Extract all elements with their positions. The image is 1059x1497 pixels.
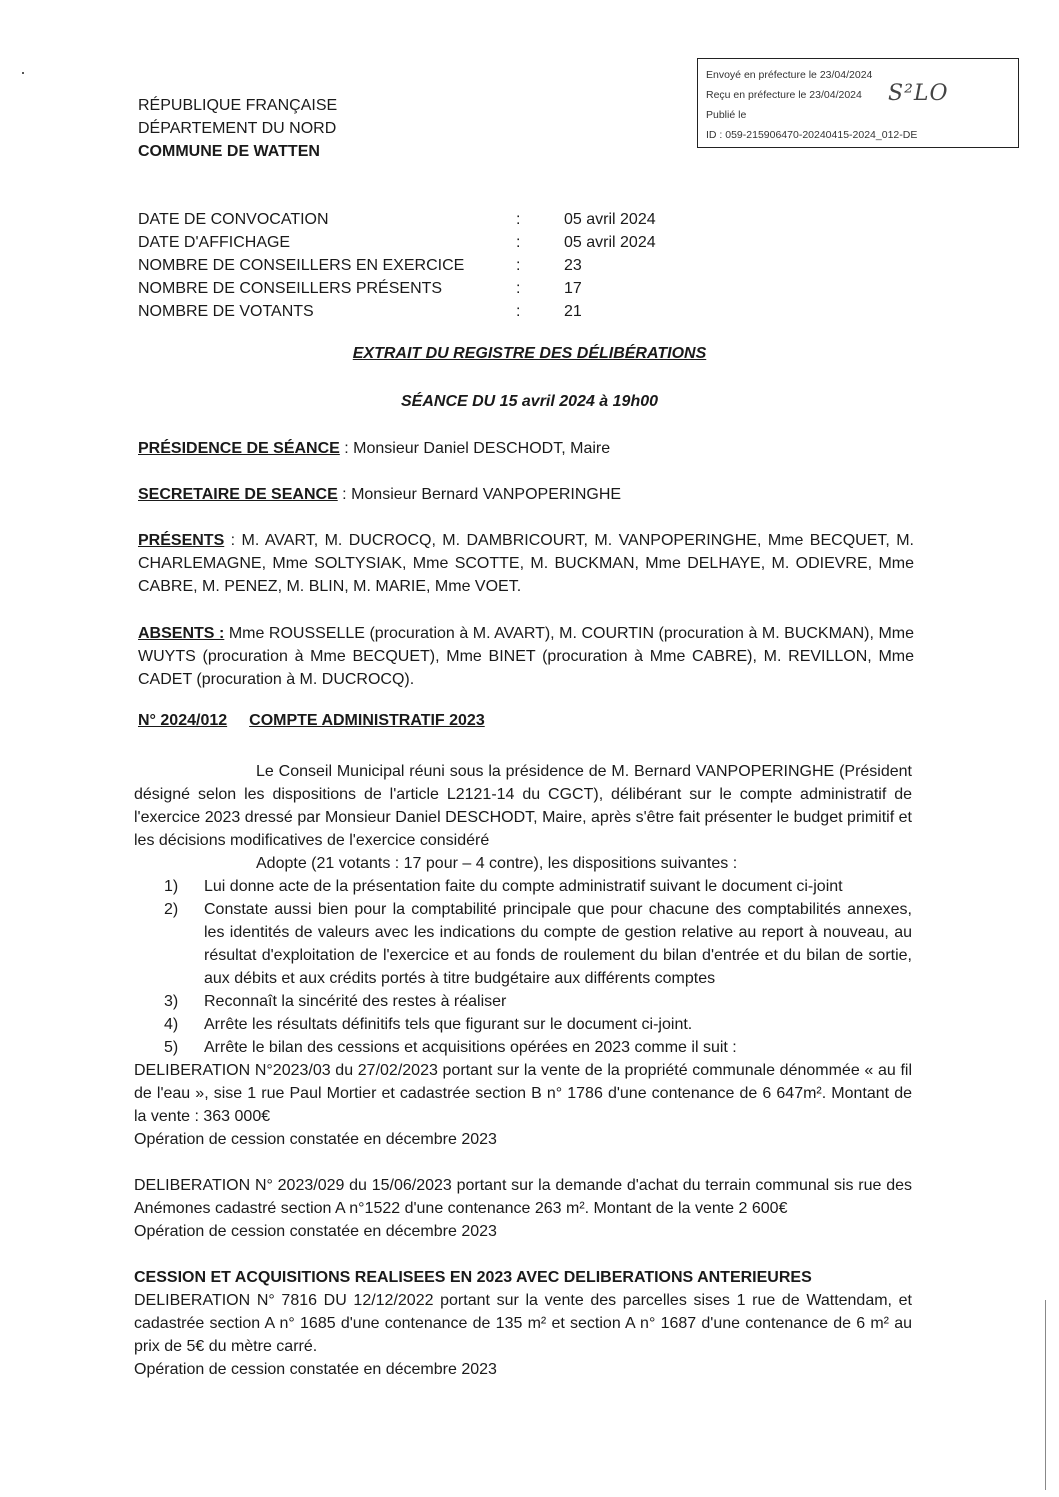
meta-value: 05 avril 2024 bbox=[564, 211, 656, 228]
adopte-line: Adopte (21 votants : 17 pour – 4 contre), les dispositions suivantes : bbox=[256, 855, 738, 872]
list-item bbox=[134, 1013, 912, 1036]
seance-title: SÉANCE DU 15 avril 2024 à 19h00 bbox=[400, 393, 659, 410]
list-item bbox=[134, 990, 912, 1013]
spacer bbox=[134, 1243, 912, 1266]
meta-value: 23 bbox=[564, 257, 582, 274]
item-text: Reconnaît la sincérité des restes à réaliser bbox=[204, 993, 507, 1010]
stamp-envoye: Envoyé en préfecture le 23/04/2024 bbox=[706, 69, 873, 81]
list-item bbox=[134, 1036, 912, 1059]
presents-paragraph bbox=[138, 529, 914, 598]
scan-speck bbox=[22, 72, 24, 74]
delib1-paragraph: DELIBERATION N°2023/03 du 27/02/2023 portant sur la vente de la propriété communale dénommée « au fil de l'eau », sise 1 rue Paul Mortier et cadastrée section B n° 1786 d'une contenance de 6 647m². Montant de la vente : 363 000€ bbox=[134, 1062, 912, 1125]
meta-label: NOMBRE DE CONSEILLERS EN EXERCICE bbox=[138, 257, 465, 274]
delib3-operation: Opération de cession constatée en décembre 2023 bbox=[134, 1361, 497, 1378]
meta-sep: : bbox=[516, 257, 521, 274]
meta-label: NOMBRE DE CONSEILLERS PRÉSENTS bbox=[138, 280, 443, 297]
item-text: Lui donne acte de la présentation faite du compte administratif suivant le document ci-joint bbox=[204, 878, 843, 895]
item-text: Arrête le bilan des cessions et acquisitions opérées en 2023 comme il suit : bbox=[204, 1039, 737, 1056]
delib2-paragraph: DELIBERATION N° 2023/029 du 15/06/2023 portant sur la demande d'achat du terrain communal sis rue des Anémones cadastré section A n°1522 d'une contenance 263 m². Montant de la vente 2 600€ bbox=[134, 1177, 912, 1217]
list-item bbox=[134, 875, 912, 898]
meta-value: 05 avril 2024 bbox=[564, 234, 656, 251]
meta-label: NOMBRE DE VOTANTS bbox=[138, 303, 314, 320]
prefecture-stamp bbox=[697, 58, 1019, 148]
meta-label: DATE DE CONVOCATION bbox=[138, 211, 329, 228]
departement-line: DÉPARTEMENT DU NORD bbox=[138, 120, 337, 137]
meeting-meta bbox=[138, 208, 698, 323]
presents-text: : M. AVART, M. DUCROCQ, M. DAMBRICOURT, M. VANPOPERINGHE, Mme BECQUET, M. CHARLEMAGNE, Mme SOLTYSIAK, Mme SCOTTE, M. BUCKMAN, Mme DELHAYE, M. ODIEVRE, Mme CABRE, M. PENEZ, M. BLIN, M. MARIE, Mme VOET. bbox=[138, 532, 914, 595]
absents-label: ABSENTS : bbox=[138, 625, 225, 642]
meta-value: 21 bbox=[564, 303, 582, 320]
item-text: Constate aussi bien pour la comptabilité principale que pour chacune des comptabilités annexes, les identités de valeurs avec les indications du compte de gestion relative au report à nouveau, au résultat d'exploitation de l'exercice et au fonds de roulement du bilan d'entrée et du bilan de sortie, aux débits et aux crédits portés à titre budgétaire aux différents comptes bbox=[204, 901, 912, 987]
presents-label: PRÉSENTS bbox=[138, 532, 225, 549]
slo-logo: S²LO bbox=[888, 81, 949, 106]
issuer-header bbox=[138, 94, 337, 163]
republique-line: RÉPUBLIQUE FRANÇAISE bbox=[138, 97, 338, 114]
item-number: 4) bbox=[164, 1016, 179, 1033]
delib2-operation: Opération de cession constatée en décembre 2023 bbox=[134, 1223, 497, 1240]
absents-paragraph bbox=[138, 622, 914, 691]
meta-row bbox=[138, 277, 698, 300]
intro-paragraph: Le Conseil Municipal réuni sous la présidence de M. Bernard VANPOPERINGHE (Président désigné selon les dispositions de l'article L2121-14 du CGCT), délibérant sur le compte administratif de l'exercice 2023 dressé par Monsieur Daniel DESCHODT, Maire, après s'être fait présenter le budget primitif et les décisions modificatives de l'exercice considéré bbox=[134, 763, 912, 849]
deliberation-body bbox=[134, 760, 912, 1381]
item-number: 5) bbox=[164, 1039, 179, 1056]
meta-sep: : bbox=[516, 303, 521, 320]
item-number: 1) bbox=[164, 878, 179, 895]
presidence-line bbox=[138, 437, 914, 460]
scan-edge-line bbox=[1045, 1300, 1046, 1490]
presidence-text: : Monsieur Daniel DESCHODT, Maire bbox=[339, 440, 611, 457]
item-number: 3) bbox=[164, 993, 179, 1010]
stamp-publie: Publié le bbox=[706, 109, 747, 121]
secretaire-label: SECRETAIRE DE SEANCE bbox=[138, 486, 338, 503]
extrait-title: EXTRAIT DU REGISTRE DES DÉLIBÉRATIONS bbox=[352, 345, 707, 362]
meta-sep: : bbox=[516, 280, 521, 297]
stamp-recu: Reçu en préfecture le 23/04/2024 bbox=[706, 89, 862, 101]
presidence-label: PRÉSIDENCE DE SÉANCE bbox=[138, 440, 340, 457]
list-item bbox=[134, 898, 912, 990]
commune-line: COMMUNE DE WATTEN bbox=[138, 143, 320, 160]
item-text: Arrête les résultats définitifs tels que figurant sur le document ci-joint. bbox=[204, 1016, 693, 1033]
absents-text: Mme ROUSSELLE (procuration à M. AVART), M. COURTIN (procuration à M. BUCKMAN), Mme WUYTS (procuration à Mme BECQUET), Mme BINET (procuration à Mme CABRE), M. REVILLON, Mme CADET (procuration à M. DUCROCQ). bbox=[138, 625, 915, 688]
secretaire-line bbox=[138, 483, 914, 506]
meta-row bbox=[138, 254, 698, 277]
meta-value: 17 bbox=[564, 280, 582, 297]
deliberation-heading bbox=[138, 712, 485, 730]
meta-row bbox=[138, 208, 698, 231]
meta-sep: : bbox=[516, 211, 521, 228]
meta-label: DATE D'AFFICHAGE bbox=[138, 234, 291, 251]
meta-row bbox=[138, 231, 698, 254]
meta-row bbox=[138, 300, 698, 323]
item-number: 2) bbox=[164, 901, 179, 918]
stamp-id: ID : 059-215906470-20240415-2024_012-DE bbox=[706, 129, 918, 141]
secretaire-text: : Monsieur Bernard VANPOPERINGHE bbox=[337, 486, 622, 503]
spacer bbox=[134, 1151, 912, 1174]
cession-title: CESSION ET ACQUISITIONS REALISEES EN 2023 AVEC DELIBERATIONS ANTERIEURES bbox=[134, 1269, 812, 1286]
meta-sep: : bbox=[516, 234, 521, 251]
deliberation-title: COMPTE ADMINISTRATIF 2023 bbox=[249, 712, 485, 729]
deliberation-number: N° 2024/012 bbox=[138, 712, 228, 729]
delib1-operation: Opération de cession constatée en décembre 2023 bbox=[134, 1131, 497, 1148]
dispositions-list bbox=[134, 875, 912, 1059]
delib3-paragraph: DELIBERATION N° 7816 DU 12/12/2022 portant sur la vente des parcelles sises 1 rue de Wattendam, et cadastrée section A n° 1685 d'une contenance de 135 m² et section A n° 1687 d'une contenance de 6 m² au prix de 5€ du mètre carré. bbox=[134, 1292, 912, 1355]
